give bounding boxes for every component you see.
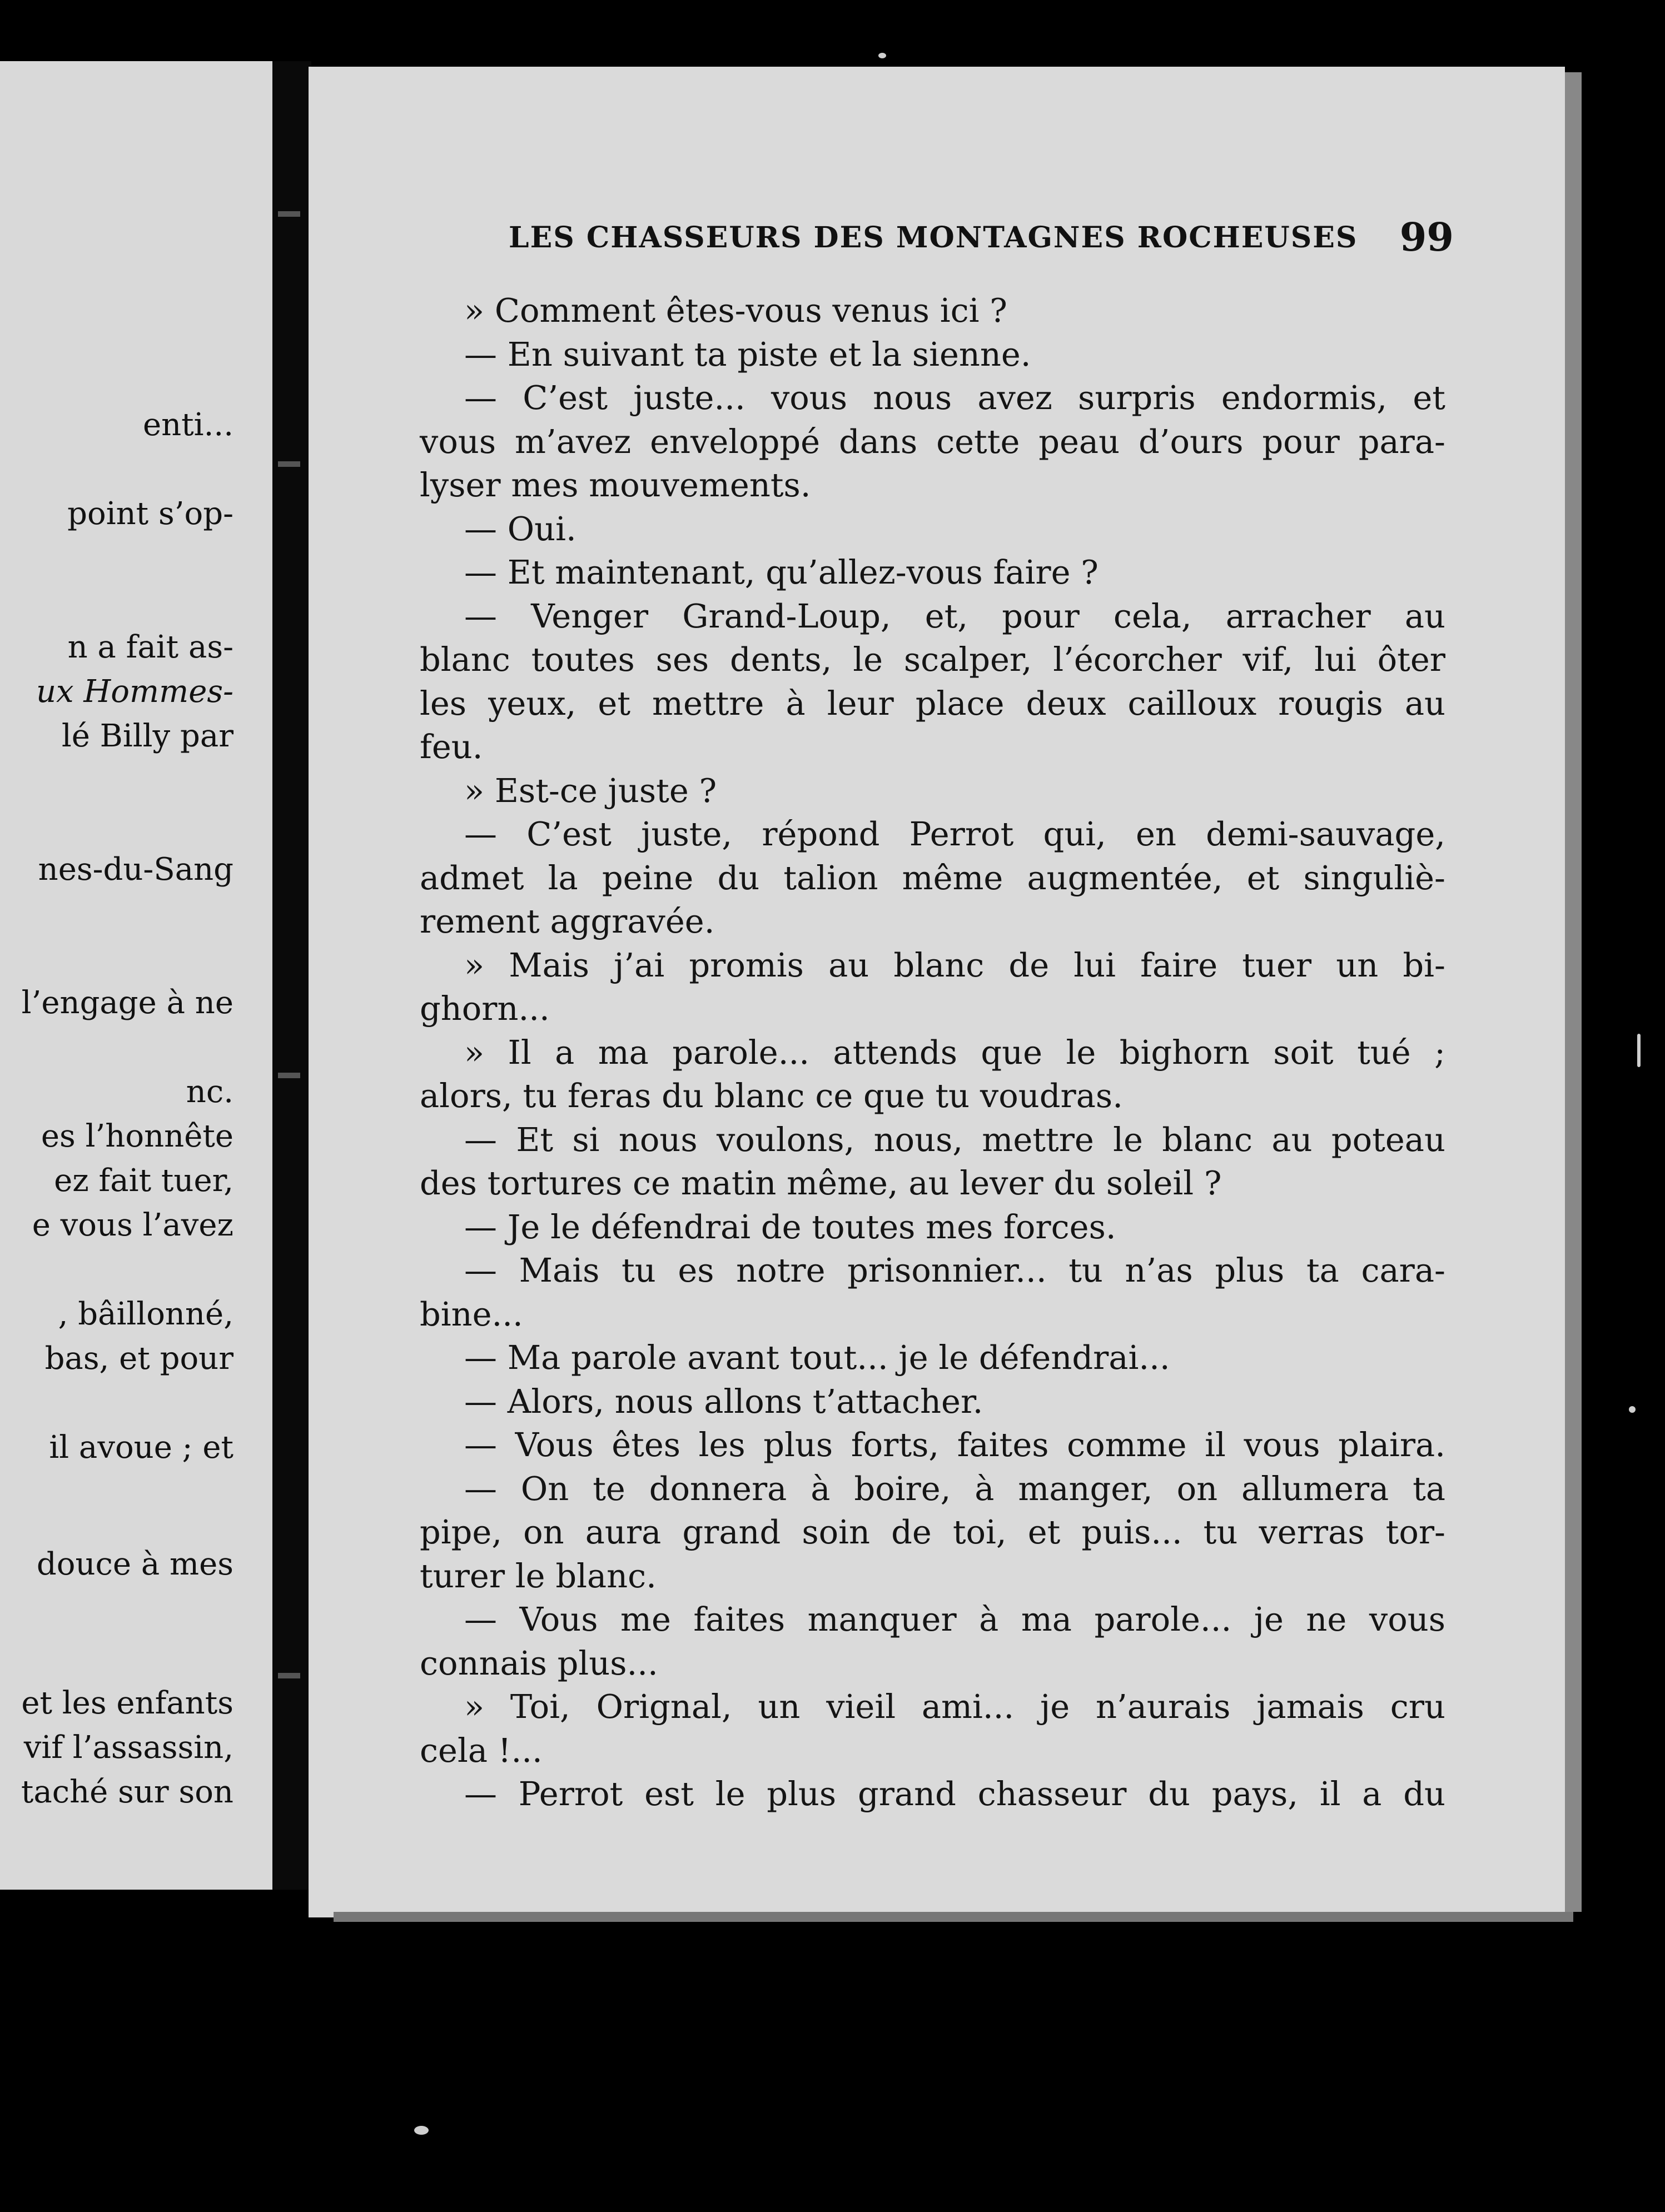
text-line: des tortures ce matin même, au lever du soleil ? <box>420 1164 1222 1202</box>
text-line: connais plus... <box>420 1643 658 1682</box>
text-line: — Je le défendrai de toutes mes forces. <box>464 1207 1116 1246</box>
text-line: — On te donnera à boire, à manger, on allumera ta <box>464 1469 1445 1508</box>
left-page-line: e vous l’avez <box>32 1207 233 1243</box>
text-line: — Perrot est le plus grand chasseur du pays, il a du <box>464 1775 1445 1813</box>
left-page-line: n a fait as- <box>67 629 233 665</box>
left-page-line: enti... <box>142 407 233 443</box>
left-page <box>0 61 272 1890</box>
page-number: 99 <box>1399 214 1454 260</box>
left-page-line: vif l’assassin, <box>23 1730 233 1766</box>
text-line: — Venger Grand-Loup, et, pour cela, arracher au <box>464 596 1445 635</box>
text-line: lyser mes mouvements. <box>420 466 811 504</box>
left-page-line: taché sur son <box>21 1774 233 1810</box>
left-page-line: es l’honnête <box>41 1118 233 1154</box>
text-line: pipe, on aura grand soin de toi, et puis... tu verras tor- <box>420 1513 1445 1551</box>
scan-speck <box>1637 1034 1641 1067</box>
page-edge-bottom <box>334 1912 1573 1922</box>
text-line: » Est-ce juste ? <box>464 771 717 810</box>
left-page-line: bas, et pour <box>44 1341 233 1377</box>
left-page-line: ux Hommes- <box>36 674 233 710</box>
book-gutter <box>272 61 311 1890</box>
text-line: cela !... <box>420 1731 543 1770</box>
text-line: alors, tu feras du blanc ce que tu voudras. <box>420 1077 1123 1115</box>
text-line: » Toi, Orignal, un vieil ami... je n’aurais jamais cru <box>464 1687 1445 1726</box>
left-page-line: douce à mes <box>36 1546 233 1582</box>
text-line: — Oui. <box>464 509 576 548</box>
text-line: — En suivant ta piste et la sienne. <box>464 335 1031 373</box>
text-line: — C’est juste... vous nous avez surpris endormis, et <box>464 378 1445 417</box>
text-line: — Mais tu es notre prisonnier... tu n’as plus ta cara- <box>464 1251 1445 1289</box>
text-line: — Alors, nous allons t’attacher. <box>464 1382 983 1421</box>
right-page <box>309 67 1565 1917</box>
spine-mark <box>278 1673 300 1678</box>
scan-speck <box>1629 1406 1636 1413</box>
left-page-line: il avoue ; et <box>49 1429 233 1466</box>
text-line: » Il a ma parole... attends que le bighorn soit tué ; <box>464 1033 1445 1072</box>
left-page-line: ez fait tuer, <box>54 1163 233 1199</box>
page-header <box>509 214 1454 264</box>
text-line: admet la peine du talion même augmentée, et singuliè- <box>420 858 1445 897</box>
left-page-line: lé Billy par <box>61 718 233 754</box>
text-line: — C’est juste, répond Perrot qui, en demi-sauvage, <box>464 815 1445 853</box>
text-line: — Et maintenant, qu’allez-vous faire ? <box>464 553 1099 591</box>
left-page-line: , bâillonné, <box>58 1296 233 1332</box>
text-line: » Mais j’ai promis au blanc de lui faire tuer un bi- <box>464 945 1445 984</box>
text-line: — Vous me faites manquer à ma parole... je ne vous <box>464 1600 1445 1638</box>
text-line: — Et si nous voulons, nous, mettre le blanc au poteau <box>464 1120 1445 1159</box>
spine-mark <box>278 461 300 467</box>
spine-mark <box>278 211 300 217</box>
text-line: » Comment êtes-vous venus ici ? <box>464 291 1007 330</box>
left-page-line: nc. <box>186 1074 233 1110</box>
text-line: turer le blanc. <box>420 1556 657 1595</box>
scan-speck <box>414 2126 429 2135</box>
text-line: blanc toutes ses dents, le scalper, l’écorcher vif, lui ôter <box>420 640 1445 679</box>
left-page-line: nes-du-Sang <box>38 851 233 888</box>
text-line: vous m’avez enveloppé dans cette peau d’ours pour para- <box>420 422 1445 461</box>
left-page-line: et les enfants <box>21 1685 233 1721</box>
text-line: bine... <box>420 1294 523 1333</box>
page-edge-right <box>1565 72 1582 1912</box>
scan-speck <box>878 53 886 58</box>
text-line: — Vous êtes les plus forts, faites comme il vous plaira. <box>464 1426 1445 1464</box>
text-line: — Ma parole avant tout... je le défendrai... <box>464 1338 1170 1377</box>
body-text <box>420 289 1445 1816</box>
text-line: feu. <box>420 728 483 766</box>
spine-mark <box>278 1073 300 1078</box>
running-title: LES CHASSEURS DES MONTAGNES ROCHEUSES <box>509 221 1358 255</box>
left-page-line: point s’op- <box>67 496 233 532</box>
text-line: rement aggravée. <box>420 902 715 940</box>
left-page-line: l’engage à ne <box>21 985 233 1021</box>
text-line: ghorn... <box>420 989 550 1028</box>
text-line: les yeux, et mettre à leur place deux cailloux rougis au <box>420 684 1445 723</box>
